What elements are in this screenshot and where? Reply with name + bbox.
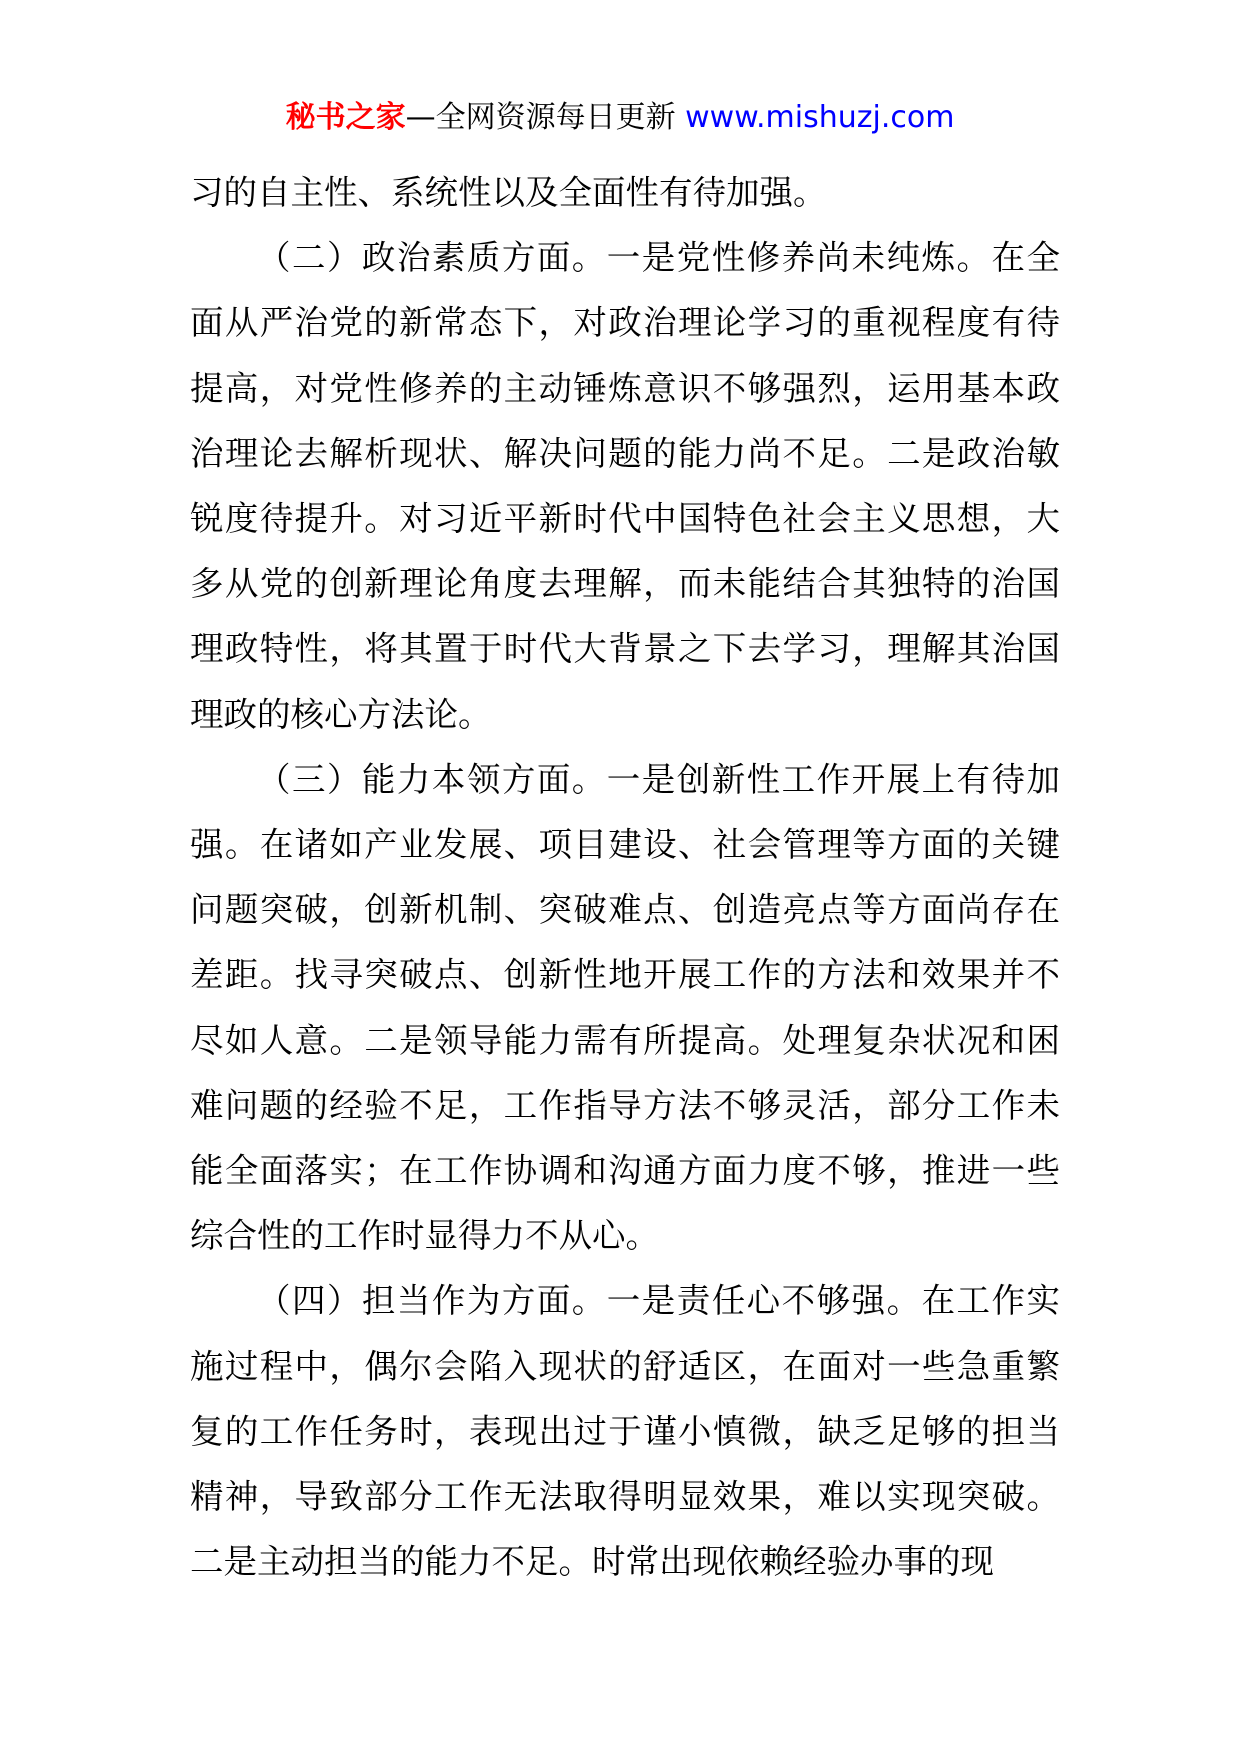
- brand-name: 秘书之家: [285, 100, 406, 135]
- header-tagline: —全网资源每日更新: [405, 100, 676, 135]
- document-body: [190, 160, 1060, 1594]
- page-header: [0, 98, 1240, 138]
- paragraph-responsibility: （四）担当作为方面。一是责任心不够强。在工作实施过程中，偶尔会陷入现状的舒适区，在面对一些急重繁复的工作任务时，表现出过于谨小慎微，缺乏足够的担当精神，导致部分工作无法取得明显效果，难以实现突破。二是主动担当的能力不足。时常出现依赖经验办事的现: [190, 1281, 1060, 1582]
- paragraph-ability: （三）能力本领方面。一是创新性工作开展上有待加强。在诸如产业发展、项目建设、社会管理等方面的关键问题突破，创新机制、突破难点、创造亮点等方面尚存在差距。找寻突破点、创新性地开展工作的方法和效果并不尽如人意。二是领导能力需有所提高。处理复杂状况和困难问题的经验不足，工作指导方法不够灵活，部分工作未能全面落实；在工作协调和沟通方面力度不够，推进一些综合性的工作时显得力不从心。: [190, 759, 1060, 1256]
- paragraph-continuation: 习的自主性、系统性以及全面性有待加强。: [190, 173, 827, 212]
- paragraph-political-quality: （二）政治素质方面。一是党性修养尚未纯炼。在全面从严治党的新常态下，对政治理论学习的重视程度有待提高，对党性修养的主动锤炼意识不够强烈，运用基本政治理论去解析现状、解决问题的能力尚不足。二是政治敏锐度待提升。对习近平新时代中国特色社会主义思想，大多从党的创新理论角度去理解，而未能结合其独特的治国理政特性，将其置于时代大背景之下去学习，理解其治国理政的核心方法论。: [190, 238, 1060, 734]
- site-url-link[interactable]: www.mishuzj.com: [685, 100, 955, 135]
